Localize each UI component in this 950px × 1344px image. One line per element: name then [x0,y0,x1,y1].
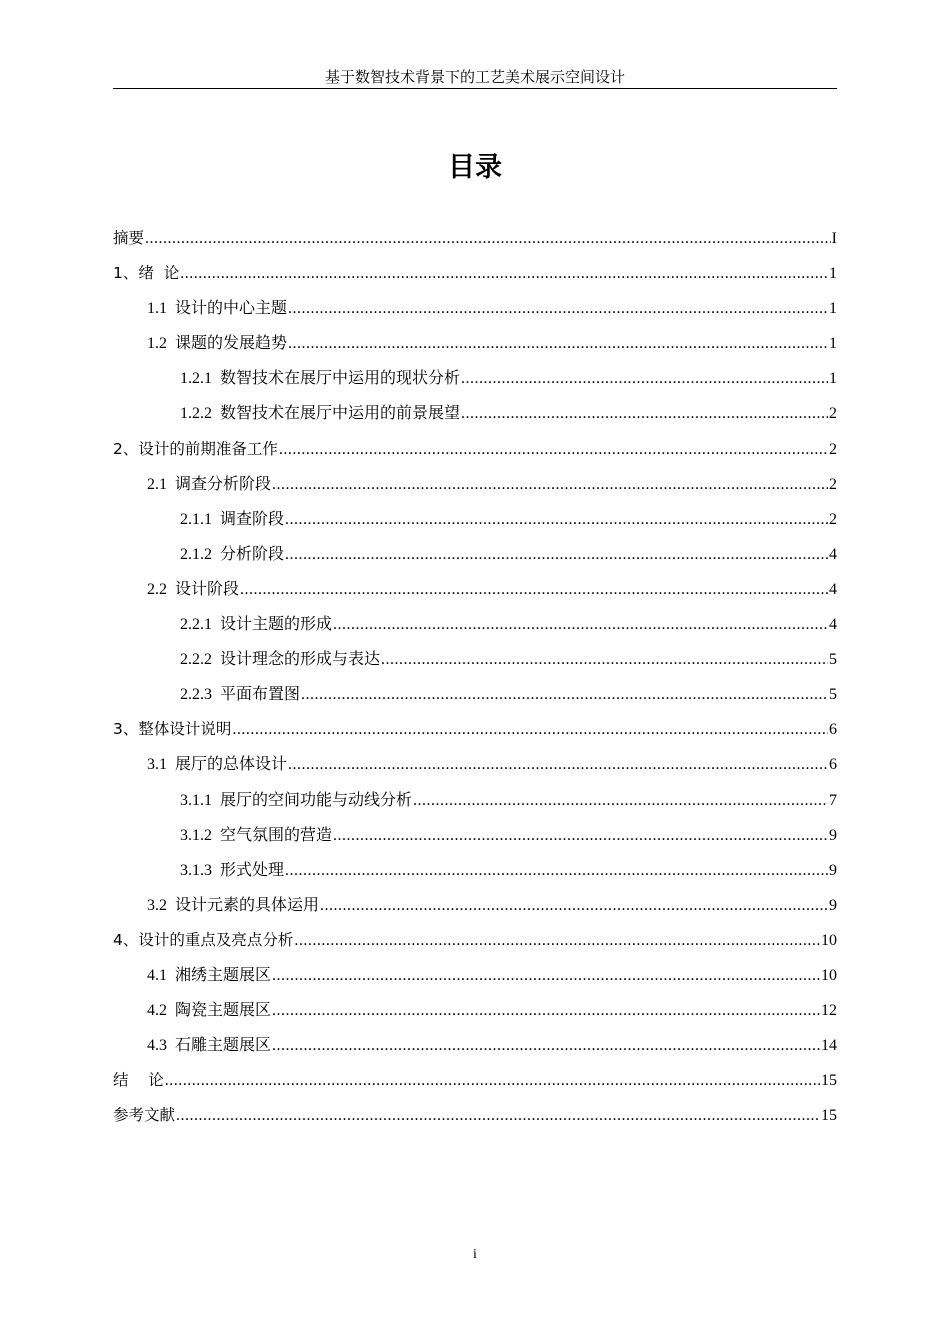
toc-entry-label: 陶瓷主题展区 [175,1002,272,1020]
toc-entry-chapter-2[interactable] [113,432,837,467]
toc-entry-number: 3.1.3 [180,861,212,879]
toc-entry-conclusion[interactable] [113,1063,837,1098]
toc-entry-page: 9 [829,861,837,879]
toc-entry-label: 调查阶段 [220,510,285,528]
toc-dot-leader [413,783,828,818]
toc-entry-1-2-2[interactable] [113,396,837,431]
toc-entry-number: 2.2.3 [180,686,212,704]
toc-entry-page: 10 [821,931,837,949]
toc-entry-page: 5 [829,686,837,704]
toc-entry-number: 3.1 [147,756,167,774]
toc-entry-number: 2.1 [147,475,167,493]
toc-entry-4-1[interactable] [113,958,837,993]
toc-entry-3-1-3[interactable] [113,853,837,888]
toc-entry-label: 2、设计的前期准备工作 [113,439,278,458]
toc-dot-leader [272,467,828,502]
toc-entry-2-2-2[interactable] [113,642,837,677]
toc-dot-leader [232,712,828,747]
toc-entry-page: 2 [829,440,837,458]
toc-dot-leader [461,396,828,431]
toc-entry-2-1[interactable] [113,467,837,502]
toc-entry-4-3[interactable] [113,1028,837,1063]
toc-entry-number: 3.1.1 [180,791,212,809]
toc-entry-label: 数智技术在展厅中运用的前景展望 [220,405,461,423]
toc-entry-page: 6 [829,721,837,739]
toc-entry-page: 5 [829,651,837,669]
toc-entry-page: 4 [829,616,837,634]
toc-entry-chapter-1[interactable] [113,256,837,291]
toc-entry-2-2-1[interactable] [113,607,837,642]
toc-entry-number: 4.2 [147,1002,167,1020]
toc-entry-number: 3.1.2 [180,826,212,844]
toc-entry-number: 1.2.1 [180,370,212,388]
toc-entry-label: 4、设计的重点及亮点分析 [113,930,294,949]
toc-entry-number: 1.1 [147,300,167,318]
toc-entry-page: 1 [829,265,837,283]
toc-entry-page: 9 [829,826,837,844]
toc-entry-1-2[interactable] [113,326,837,361]
toc-entry-number: 4.3 [147,1037,167,1055]
toc-entry-number: 2.2.2 [180,651,212,669]
toc-dot-leader [279,432,828,467]
toc-dot-leader [294,923,820,958]
toc-entry-page: I [831,230,837,247]
toc-entry-label: 数智技术在展厅中运用的现状分析 [220,370,461,388]
toc-dot-leader [272,1028,820,1063]
toc-entry-page: 6 [829,756,837,774]
toc-entry-number: 2.2 [147,580,167,598]
toc-entry-page: 15 [821,1072,837,1090]
toc-entry-label: 设计阶段 [175,580,240,598]
toc-dot-leader [333,818,828,853]
toc-entry-label: 3、整体设计说明 [113,720,232,739]
toc-entry-label: 形式处理 [220,861,285,879]
toc-entry-page: 2 [829,475,837,493]
toc-dot-leader [176,1098,820,1133]
toc-entry-label: 湘绣主题展区 [175,966,272,984]
toc-dot-leader [240,572,828,607]
toc-entry-abstract[interactable] [113,221,837,256]
toc-entry-label: 设计主题的形成 [220,616,333,634]
toc-entry-label: 课题的发展趋势 [175,335,288,353]
toc-entry-label: 结 论 [113,1071,164,1090]
toc-entry-page: 4 [829,580,837,598]
toc-entry-page: 14 [821,1037,837,1055]
toc-entry-3-1-1[interactable] [113,783,837,818]
toc-entry-page: 10 [821,966,837,984]
toc-entry-label: 分析阶段 [220,545,285,563]
toc-entry-label: 参考文献 [113,1106,176,1125]
toc-entry-page: 1 [829,370,837,388]
toc-entry-2-1-2[interactable] [113,537,837,572]
toc-entry-3-1[interactable] [113,747,837,782]
toc-entry-page: 15 [821,1107,837,1125]
toc-dot-leader [272,958,820,993]
toc-entry-number: 1.2.2 [180,405,212,423]
header-rule [113,88,837,89]
toc-dot-leader [301,677,828,712]
toc-entry-label: 平面布置图 [220,686,301,704]
toc-entry-label: 设计理念的形成与表达 [220,651,381,669]
toc-dot-leader [288,291,828,326]
toc-entry-page: 9 [829,896,837,914]
table-of-contents [113,221,837,1133]
toc-dot-leader [272,993,820,1028]
toc-dot-leader [285,537,828,572]
toc-entry-number: 1.2 [147,335,167,353]
toc-entry-page: 1 [829,335,837,353]
toc-entry-chapter-3[interactable] [113,712,837,747]
toc-entry-number: 2.1.1 [180,510,212,528]
toc-entry-number: 2.1.2 [180,545,212,563]
toc-entry-1-2-1[interactable] [113,361,837,396]
toc-entry-label: 摘要 [113,229,145,247]
running-header: 基于数智技术背景下的工艺美术展示空间设计 [324,70,625,86]
toc-entry-2-2[interactable] [113,572,837,607]
toc-dot-leader [285,502,828,537]
toc-entry-2-2-3[interactable] [113,677,837,712]
toc-entry-page: 12 [821,1002,837,1020]
toc-entry-references[interactable] [113,1098,837,1133]
toc-entry-number: 4.1 [147,966,167,984]
toc-dot-leader [381,642,828,677]
toc-entry-page: 4 [829,545,837,563]
toc-entry-page: 2 [829,405,837,423]
toc-entry-1-1[interactable] [113,291,837,326]
toc-dot-leader [320,888,828,923]
toc-entry-number: 3.2 [147,896,167,914]
toc-entry-label: 调查分析阶段 [175,475,272,493]
toc-entry-label: 展厅的空间功能与动线分析 [220,791,413,809]
toc-entry-3-1-2[interactable] [113,818,837,853]
toc-entry-label: 1、绪 论 [113,264,180,283]
toc-entry-3-2[interactable] [113,888,837,923]
toc-entry-page: 2 [829,510,837,528]
toc-dot-leader [165,1063,820,1098]
toc-dot-leader [288,747,828,782]
toc-entry-label: 设计元素的具体运用 [175,896,320,914]
toc-entry-label: 展厅的总体设计 [175,756,288,774]
toc-entry-page: 7 [829,791,837,809]
toc-entry-label: 石雕主题展区 [175,1037,272,1055]
toc-title: 目录 [448,152,502,183]
toc-entry-4-2[interactable] [113,993,837,1028]
toc-entry-2-1-1[interactable] [113,502,837,537]
toc-entry-label: 空气氛围的营造 [220,826,333,844]
toc-entry-chapter-4[interactable] [113,923,837,958]
toc-dot-leader [461,361,828,396]
toc-dot-leader [288,326,828,361]
toc-entry-page: 1 [829,300,837,318]
toc-dot-leader [333,607,828,642]
toc-dot-leader [145,221,831,256]
toc-entry-label: 设计的中心主题 [175,300,288,318]
toc-dot-leader [180,256,828,291]
page-number: i [473,1247,477,1262]
toc-dot-leader [285,853,828,888]
toc-entry-number: 2.2.1 [180,616,212,634]
